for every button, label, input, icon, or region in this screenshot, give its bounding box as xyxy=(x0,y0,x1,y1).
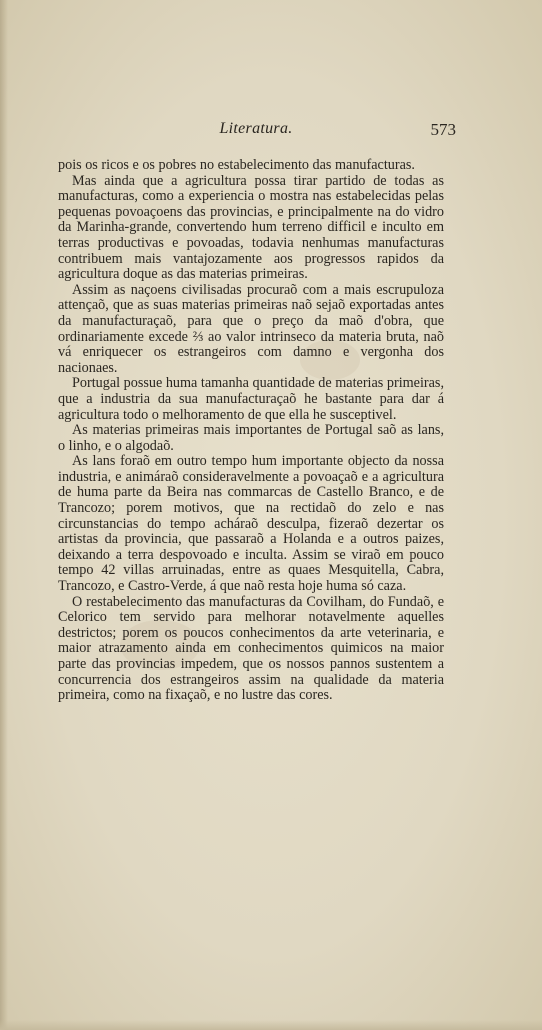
paragraph-3: Assim as naçoens civilisadas procuraõ com a mais escrupuloza attençaõ, que as suas materias primeiras naõ sejaõ exportadas antes da manufacturaçaõ, para que o preço da maõ d'obra, que ordinariamente excede ⅔ ao valor intrinseco da materia bruta, naõ vá enriquecer os estrangeiros com damno e vergonha dos nacionaes. xyxy=(58,281,444,376)
page-left-edge xyxy=(0,0,8,1030)
paragraph-5: As materias primeiras mais importantes de Portugal saõ as lans, o linho, e o algodaõ. xyxy=(58,422,444,454)
running-title: Literatura. xyxy=(219,120,293,137)
paragraph-6: As lans foraõ em outro tempo hum importante objecto da nossa industria, e animáraõ consideravelmente a povoaçaõ e a agricultura de huma parte da Beira nas commarcas de Castello Branco, e de Trancozo; porem motivos, que na rectidaõ do zelo e nas circunstancias do tempo acháraõ desculpa, fizeraõ dezertar os artistas da provincia, que passaraõ a Holanda e a outros paizes, deixando a terra despovoado e inculta. Assim se viraõ em pouco tempo 42 villas arruinadas, entre as quaes Mesquitella, Cabra, Trancozo, e Castro-Verde, á que naõ resta hoje huma só caza. xyxy=(58,453,444,595)
paragraph-7: O restabelecimento das manufacturas da Covilham, do Fundaõ, e Celorico tem servido para melhorar notavelmente aquelles destrictos; porem os poucos conhecimentos da arte veterinaria, e maior atrazamento ainda em conhecimentos quimicos na maior parte das provincias impedem, que os nossos pannos sustentem a concurrencia dos estrangeiros assim na qualidade da materia primeira, como na fixaçaõ, e no lustre das cores. xyxy=(58,593,444,704)
paragraph-4: Portugal possue huma tamanha quantidade de materias primeiras, que a industria da sua manufacturaçaõ he bastante para dar á agricultura todo o melhoramento de que ella he susceptivel. xyxy=(58,375,444,423)
page-number: 573 xyxy=(430,120,456,139)
paragraph-2: Mas ainda que a agricultura possa tirar partido de todas as manufacturas, como a experiencia o mostra nas estabelecidas pelas pequenas povoaçoens das provincias, e principalmente na do vidro da Marinha-grande, convertendo hum terreno difficil e inculto em terras productivas e povoadas, todavia nenhumas manufacturas contribuem mais vantajozamente aos progressos rapidos da agricultura doque as das materias primeiras. xyxy=(58,172,444,283)
body-text xyxy=(58,158,444,704)
page-bottom-edge xyxy=(0,1020,542,1030)
running-header xyxy=(58,120,454,144)
paragraph-1: pois os ricos e os pobres no estabelecimento das manufacturas. xyxy=(58,157,415,173)
